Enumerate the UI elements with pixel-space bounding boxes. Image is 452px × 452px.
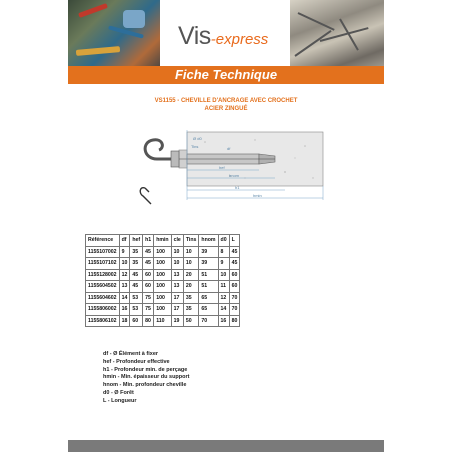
label-d0: Ø d0	[193, 136, 202, 141]
table-cell: 75	[143, 304, 154, 316]
table-cell: 100	[154, 258, 171, 270]
table-cell: 39	[199, 258, 218, 270]
table-cell: 8	[218, 246, 229, 258]
legend-item: hnom - Min. profondeur cheville	[103, 382, 187, 389]
legend-item: h1 - Profondeur min. de perçage	[103, 366, 188, 373]
table-cell: 45	[229, 258, 240, 270]
legend-item: hef - Profondeur effective	[103, 358, 170, 365]
logo-main: Vis	[178, 22, 211, 50]
legend-item: hmin - Min. épaisseur du support	[103, 374, 190, 381]
table-cell: 100	[154, 304, 171, 316]
table-row	[86, 258, 240, 270]
table-cell: 100	[154, 246, 171, 258]
column-header: h1	[143, 235, 154, 247]
label-hmin: hmin	[253, 193, 262, 198]
legend-item: df - Ø Élément à fixer	[103, 351, 159, 357]
spec-table	[85, 234, 240, 327]
table-cell: 1155107102	[86, 258, 120, 270]
legend-item: d0 - Ø Forêt	[103, 389, 134, 396]
column-header: d0	[218, 235, 229, 247]
table-cell: 35	[183, 292, 199, 304]
table-cell: 1155128002	[86, 269, 120, 281]
table-cell: 10	[183, 246, 199, 258]
table-cell: 10	[171, 246, 183, 258]
table-cell: 11	[218, 281, 229, 293]
table-cell: 53	[130, 304, 143, 316]
table-cell: 20	[183, 269, 199, 281]
table-cell: 110	[154, 315, 171, 327]
table-cell: 100	[154, 269, 171, 281]
table-cell: 19	[171, 315, 183, 327]
table-cell: 45	[143, 258, 154, 270]
table-cell: 10	[171, 258, 183, 270]
table-cell: 18	[119, 315, 130, 327]
table-cell: 100	[154, 281, 171, 293]
logo-sub: -express	[210, 31, 269, 48]
table-cell: 65	[199, 304, 218, 316]
table-cell: 9	[119, 246, 130, 258]
label-h1: h1	[235, 185, 240, 190]
table-cell: 14	[218, 304, 229, 316]
table-cell: 17	[171, 292, 183, 304]
table-cell: 75	[143, 292, 154, 304]
table-row	[86, 281, 240, 293]
table-cell: 17	[171, 304, 183, 316]
table-cell: 53	[130, 292, 143, 304]
title-banner	[68, 66, 384, 84]
column-header: L	[229, 235, 240, 247]
table-cell: 35	[130, 258, 143, 270]
table-cell: 1155806002	[86, 304, 120, 316]
table-row	[86, 304, 240, 316]
table-cell: 16	[119, 304, 130, 316]
table-cell: 1155107002	[86, 246, 120, 258]
table-cell: 13	[119, 281, 130, 293]
table-cell: 50	[183, 315, 199, 327]
table-cell: 1155604502	[86, 281, 120, 293]
table-cell: 60	[229, 281, 240, 293]
table-cell: 10	[119, 258, 130, 270]
table-cell: 80	[229, 315, 240, 327]
column-header: Référence	[86, 235, 120, 247]
product-title	[68, 97, 384, 113]
table-body	[86, 246, 240, 327]
table-cell: 70	[199, 315, 218, 327]
table-cell: 65	[199, 292, 218, 304]
legend	[103, 351, 189, 406]
table-cell: 13	[171, 269, 183, 281]
column-header: hnom	[199, 235, 218, 247]
table-cell: 1155806102	[86, 315, 120, 327]
column-header: cle	[171, 235, 183, 247]
tools-photo	[68, 0, 160, 70]
table-cell: 60	[143, 281, 154, 293]
table-cell: 12	[119, 269, 130, 281]
table-cell: 9	[218, 258, 229, 270]
table-cell: 13	[171, 281, 183, 293]
legend-item: L - Longueur	[103, 397, 137, 404]
table-cell: 100	[154, 292, 171, 304]
table-cell: 10	[183, 258, 199, 270]
table-cell: 60	[143, 269, 154, 281]
table-cell: 12	[218, 292, 229, 304]
table-cell: 16	[218, 315, 229, 327]
table-header-row	[86, 235, 240, 247]
wrench-icon	[140, 188, 151, 204]
table-cell: 39	[199, 246, 218, 258]
table-cell: 51	[199, 269, 218, 281]
table-cell: 70	[229, 292, 240, 304]
table-cell: 45	[143, 246, 154, 258]
label-df: df	[227, 146, 231, 151]
table-cell: 35	[183, 304, 199, 316]
table-cell: 51	[199, 281, 218, 293]
table-cell: 60	[229, 269, 240, 281]
column-header: df	[119, 235, 130, 247]
label-hnom: hnom	[229, 173, 240, 178]
table-cell: 20	[183, 281, 199, 293]
table-cell: 1155604602	[86, 292, 120, 304]
column-header: Tins	[183, 235, 199, 247]
table-cell: 80	[143, 315, 154, 327]
hook	[145, 140, 171, 159]
anchor-technical-drawing	[135, 128, 325, 218]
table-row	[86, 292, 240, 304]
table-row	[86, 269, 240, 281]
label-tins: Tins	[191, 144, 199, 149]
table-row	[86, 246, 240, 258]
table-cell: 10	[218, 269, 229, 281]
table-cell: 45	[130, 269, 143, 281]
column-header: hef	[130, 235, 143, 247]
table-row	[86, 315, 240, 327]
table-cell: 45	[130, 281, 143, 293]
label-hef: hef	[219, 165, 225, 170]
table-cell: 45	[229, 246, 240, 258]
column-header: hmin	[154, 235, 171, 247]
footer-bar	[68, 440, 384, 452]
table-cell: 14	[119, 292, 130, 304]
table-cell: 70	[229, 304, 240, 316]
product-title-line2: ACIER ZINGUÉ	[204, 106, 248, 112]
table-cell: 60	[130, 315, 143, 327]
screws-photo	[290, 0, 384, 70]
banner-title: Fiche Technique	[174, 67, 278, 82]
table-cell: 35	[130, 246, 143, 258]
nut	[171, 151, 179, 167]
brand-logo	[178, 22, 268, 51]
product-title-line1: VS1155 - CHEVILLE D'ANCRAGE AVEC CROCHET	[154, 98, 298, 104]
